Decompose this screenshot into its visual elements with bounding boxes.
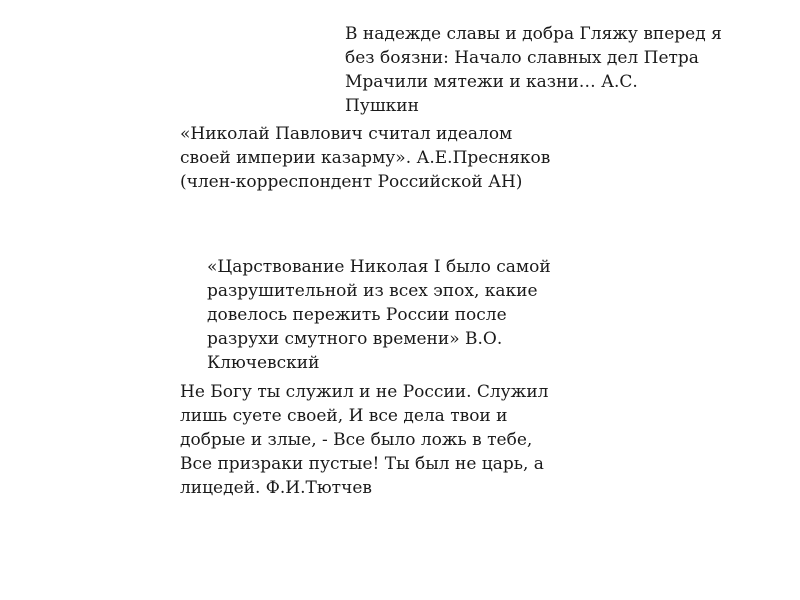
quote-presnyakov: «Николай Павлович считал идеалом своей империи казарму». А.Е.Пресняков (член-корреспондент Российской АН) [180, 124, 551, 192]
quote-klyuchevsky: «Царствование Николая I было самой разрушительной из всех эпох, какие довелось пережить России после разрухи смутного времени» В.О. Ключевский [207, 257, 551, 373]
quote-tyutchev: Не Богу ты служил и не России. Служил лишь суете своей, И все дела твои и добрые и злые, - Все было ложь в тебе, Все призраки пустые! Ты был не царь, а лицедей. Ф.И.Тютчев [180, 382, 549, 498]
quote-pushkin: В надежде славы и добра Гляжу вперед я без боязни: Начало славных дел Петра Мрачили мятежи и казни… А.С. Пушкин [345, 24, 722, 116]
